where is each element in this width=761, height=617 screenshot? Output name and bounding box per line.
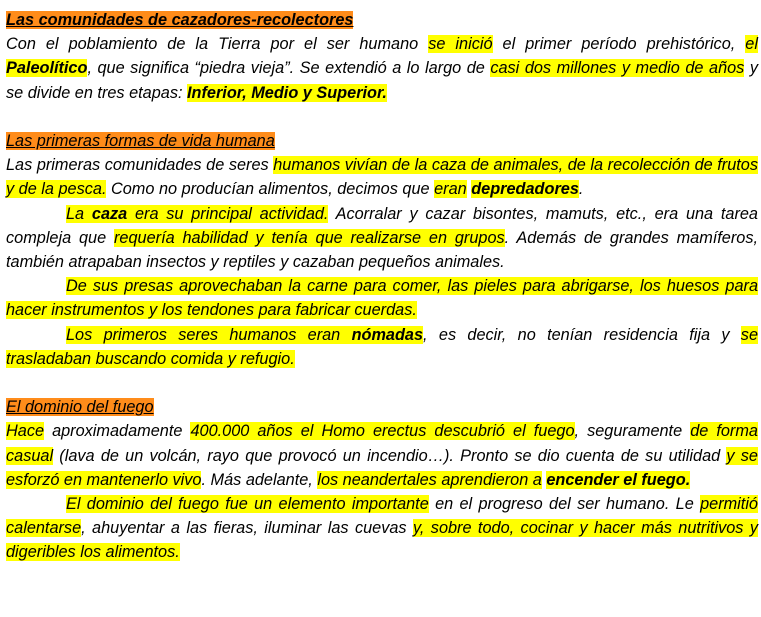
text-run: el primer período prehistórico, <box>492 35 746 54</box>
section-title: Las comunidades de cazadores-recolectores <box>6 11 354 29</box>
highlighted-text: y se esforzó en mantenerlo vivo <box>6 446 758 489</box>
section-heading <box>6 129 758 153</box>
text-run: Como no producían alimentos, decimos que <box>106 180 435 199</box>
highlighted-text: 400.000 años el Homo erectus descubrió el fuego <box>190 422 575 441</box>
highlighted-bold-text: nómadas <box>351 325 424 344</box>
highlighted-text: El dominio del fuego fue un elemento importante <box>66 495 429 514</box>
highlighted-text: Los primeros seres humanos eran <box>66 325 352 344</box>
highlighted-bold-text: caza <box>91 204 128 223</box>
text-run: Acorralar y cazar bisontes, mamuts, etc., era una tarea compleja que <box>6 204 758 247</box>
highlighted-text: de forma casual <box>6 422 758 465</box>
highlighted-text: era su principal actividad. <box>127 204 329 223</box>
highlighted-text: y, sobre todo, cocinar y hacer más nutritivos y digeribles los alimentos. <box>6 519 758 562</box>
text-run: aproximadamente <box>44 422 191 441</box>
highlighted-text: La <box>66 204 92 223</box>
text-run: , seguramente <box>574 422 691 441</box>
paragraph <box>6 274 758 322</box>
highlighted-text: los neandertales aprendieron a <box>317 470 542 489</box>
highlighted-text: Hace <box>6 422 45 441</box>
highlighted-text: De sus presas aprovechaban la carne para comer, las pieles para abrigarse, los huesos para hacer instrumentos y los tendones para fabricar cuerdas. <box>6 277 758 320</box>
highlighted-text: eran <box>434 180 467 199</box>
paragraph <box>6 323 758 371</box>
highlighted-text: se trasladaban buscando comida y refugio. <box>6 325 758 368</box>
paragraph <box>6 202 758 275</box>
text-run: , que significa “piedra vieja”. Se extendió a lo largo de <box>87 59 491 78</box>
section-heading <box>6 8 758 32</box>
text-run: . <box>578 180 584 199</box>
paragraph <box>6 32 758 105</box>
text-run: (lava de un volcán, rayo que provocó un incendio…). Pronto se dio cuenta de su utilidad <box>53 446 727 465</box>
section-title: El dominio del fuego <box>6 398 154 417</box>
highlighted-text: permitió calentarse <box>6 495 758 538</box>
text-run: . Más adelante, <box>201 470 318 489</box>
text-run: Con el poblamiento de la Tierra por el ser humano <box>6 35 429 54</box>
section-heading <box>6 395 758 419</box>
paragraph <box>6 419 758 492</box>
section-title: Las primeras formas de vida humana <box>6 132 275 150</box>
highlighted-bold-text: Inferior, Medio y Superior. <box>187 83 387 102</box>
highlighted-text: humanos vivían de la caza de animales, de la recolección de frutos y de la pesca. <box>6 156 758 199</box>
highlighted-bold-text: depredadores <box>471 180 579 199</box>
paragraph-gap <box>6 105 758 129</box>
highlighted-bold-text: encender el fuego. <box>546 470 691 489</box>
paragraph <box>6 492 758 565</box>
paragraph-gap <box>6 371 758 395</box>
highlighted-text: casi dos millones y medio de años <box>490 59 745 78</box>
text-run: y se divide en tres etapas: <box>6 59 758 102</box>
text-run: , ahuyentar a las fieras, iluminar las cuevas <box>81 519 413 538</box>
text-run: , es decir, no tenían residencia fija y <box>423 325 741 344</box>
highlighted-text: requería habilidad y tenía que realizarse en grupos <box>114 228 505 247</box>
paragraph <box>6 153 758 201</box>
text-run: en el progreso del ser humano. Le <box>428 495 701 514</box>
document-body <box>6 8 758 565</box>
highlighted-text: el <box>745 35 758 54</box>
highlighted-bold-text: Paleolítico <box>6 59 88 78</box>
text-run: . Además de grandes mamíferos, también atrapaban insectos y reptiles y cazaban pequeños animales. <box>6 228 759 272</box>
highlighted-text: se inició <box>428 35 493 54</box>
text-run: Las primeras comunidades de seres <box>6 156 274 175</box>
